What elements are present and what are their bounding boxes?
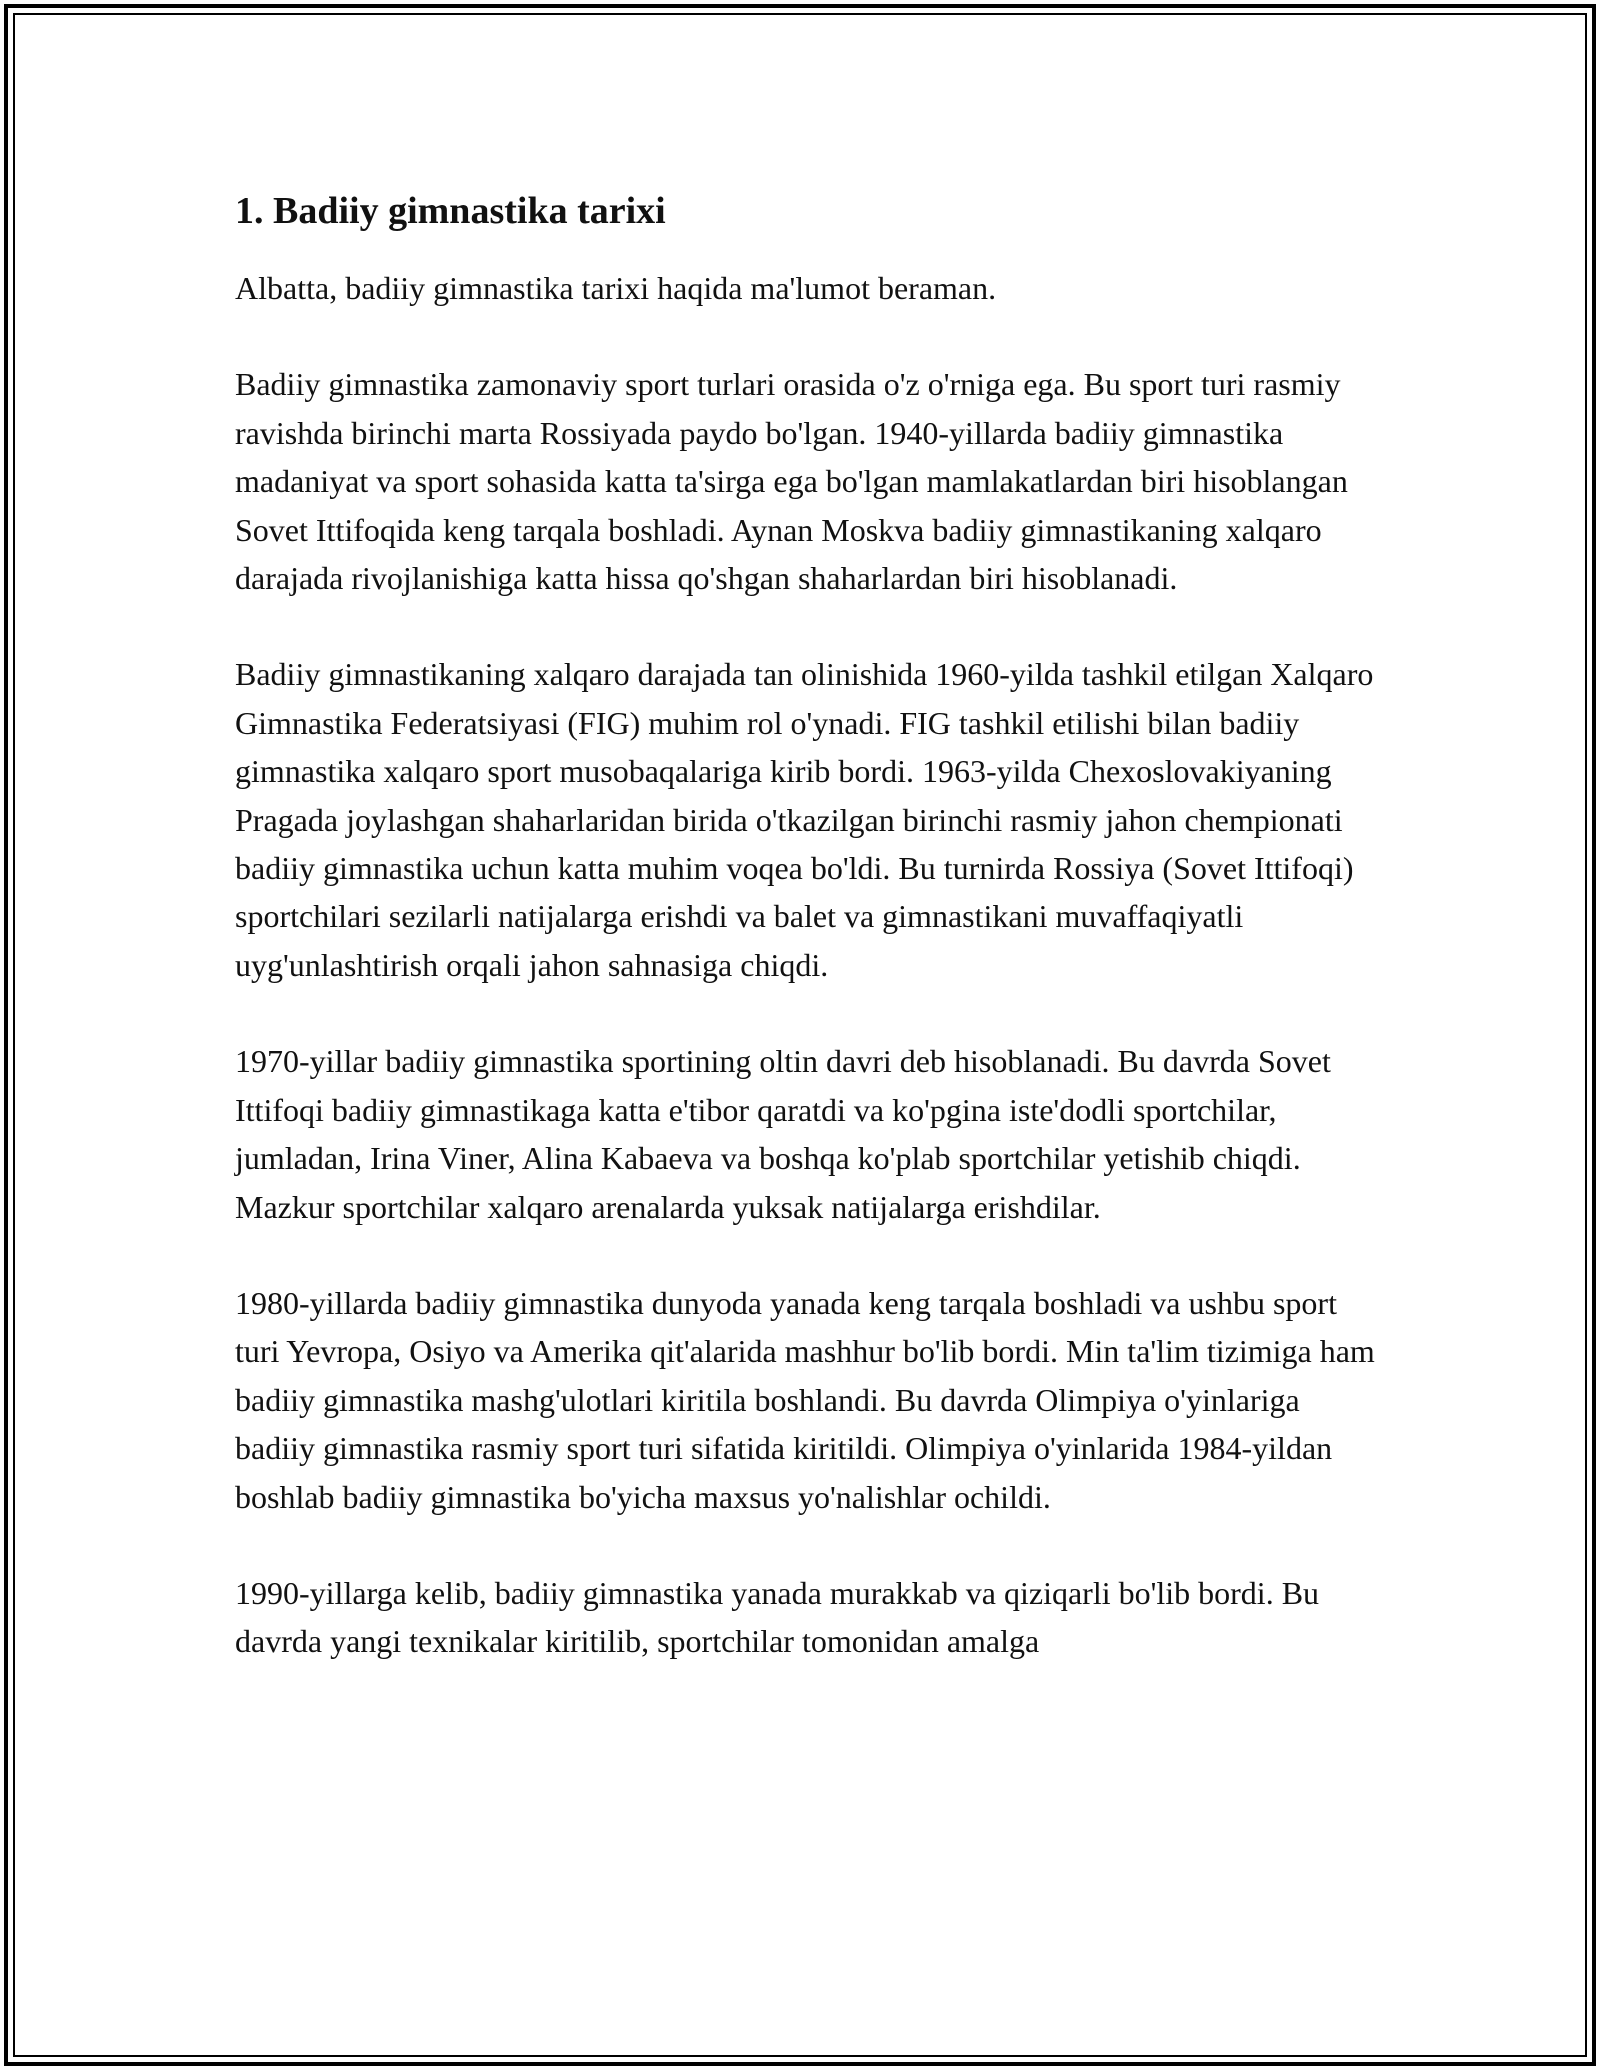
document-body	[235, 186, 1385, 1714]
paragraph-1990s: 1990-yillarga kelib, badiiy gimnastika yanada murakkab va qiziqarli bo'lib bordi. Bu davrda yangi texnikalar kiritilib, sportchilar tomonidan amalga	[235, 1574, 1320, 1660]
paragraph-intro: Albatta, badiiy gimnastika tarixi haqida ma'lumot beraman.	[235, 270, 997, 306]
paragraph-1980s: 1980-yillarda badiiy gimnastika dunyoda yanada keng tarqala boshladi va ushbu sport turi Yevropa, Osiyo va Amerika qit'alarida mashhur bo'lib bordi. Min ta'lim tizimiga ham badiiy gimnastika mashg'ulotlari kiritila boshlandi. Bu davrda Olimpiya o'yinlariga badiiy gimnastika rasmiy sport turi sifatida kiritildi. Olimpiya o'yinlarida 1984-yildan boshlab badiiy gimnastika bo'yicha maxsus yo'nalishlar ochildi.	[235, 1284, 1375, 1515]
paragraph-1970s: 1970-yillar badiiy gimnastika sportining oltin davri deb hisoblanadi. Bu davrda Sovet Ittifoqi badiiy gimnastikaga katta e'tibor qaratdi va ko'pgina iste'dodli sportchilar, jumladan, Irina Viner, Alina Kabaeva va boshqa ko'plab sportchilar yetishib chiqdi. Mazkur sportchilar xalqaro arenalarda yuksak natijalarga erishdilar.	[235, 1043, 1331, 1225]
paragraph-origins: Badiiy gimnastika zamonaviy sport turlari orasida o'z o'rniga ega. Bu sport turi rasmiy ravishda birinchi marta Rossiyada paydo bo'lgan. 1940-yillarda badiiy gimnastika madaniyat va sport sohasida katta ta'sirga ega bo'lgan mamlakatlardan biri hisoblangan Sovet Ittifoqida keng tarqala boshladi. Aynan Moskva badiiy gimnastikaning xalqaro darajada rivojlanishiga katta hissa qo'shgan shaharlardan biri hisoblanadi.	[235, 366, 1348, 597]
paragraph-international-recognition: Badiiy gimnastikaning xalqaro darajada tan olinishida 1960-yilda tashkil etilgan Xalqaro Gimnastika Federatsiyasi (FIG) muhim rol o'ynadi. FIG tashkil etilishi bilan badiiy gimnastika xalqaro sport musobaqalariga kirib bordi. 1963-yilda Chexoslovakiyaning Pragada joylashgan shaharlaridan birida o'tkazilgan birinchi rasmiy jahon chempionati badiiy gimnastika uchun katta muhim voqea bo'ldi. Bu turnirda Rossiya (Sovet Ittifoqi) sportchilari sezilarli natijalarga erishdi va balet va gimnastikani muvaffaqiyatli uyg'unlashtirish orqali jahon sahnasiga chiqdi.	[235, 656, 1374, 983]
section-heading: 1. Badiiy gimnastika tarixi	[235, 190, 666, 232]
